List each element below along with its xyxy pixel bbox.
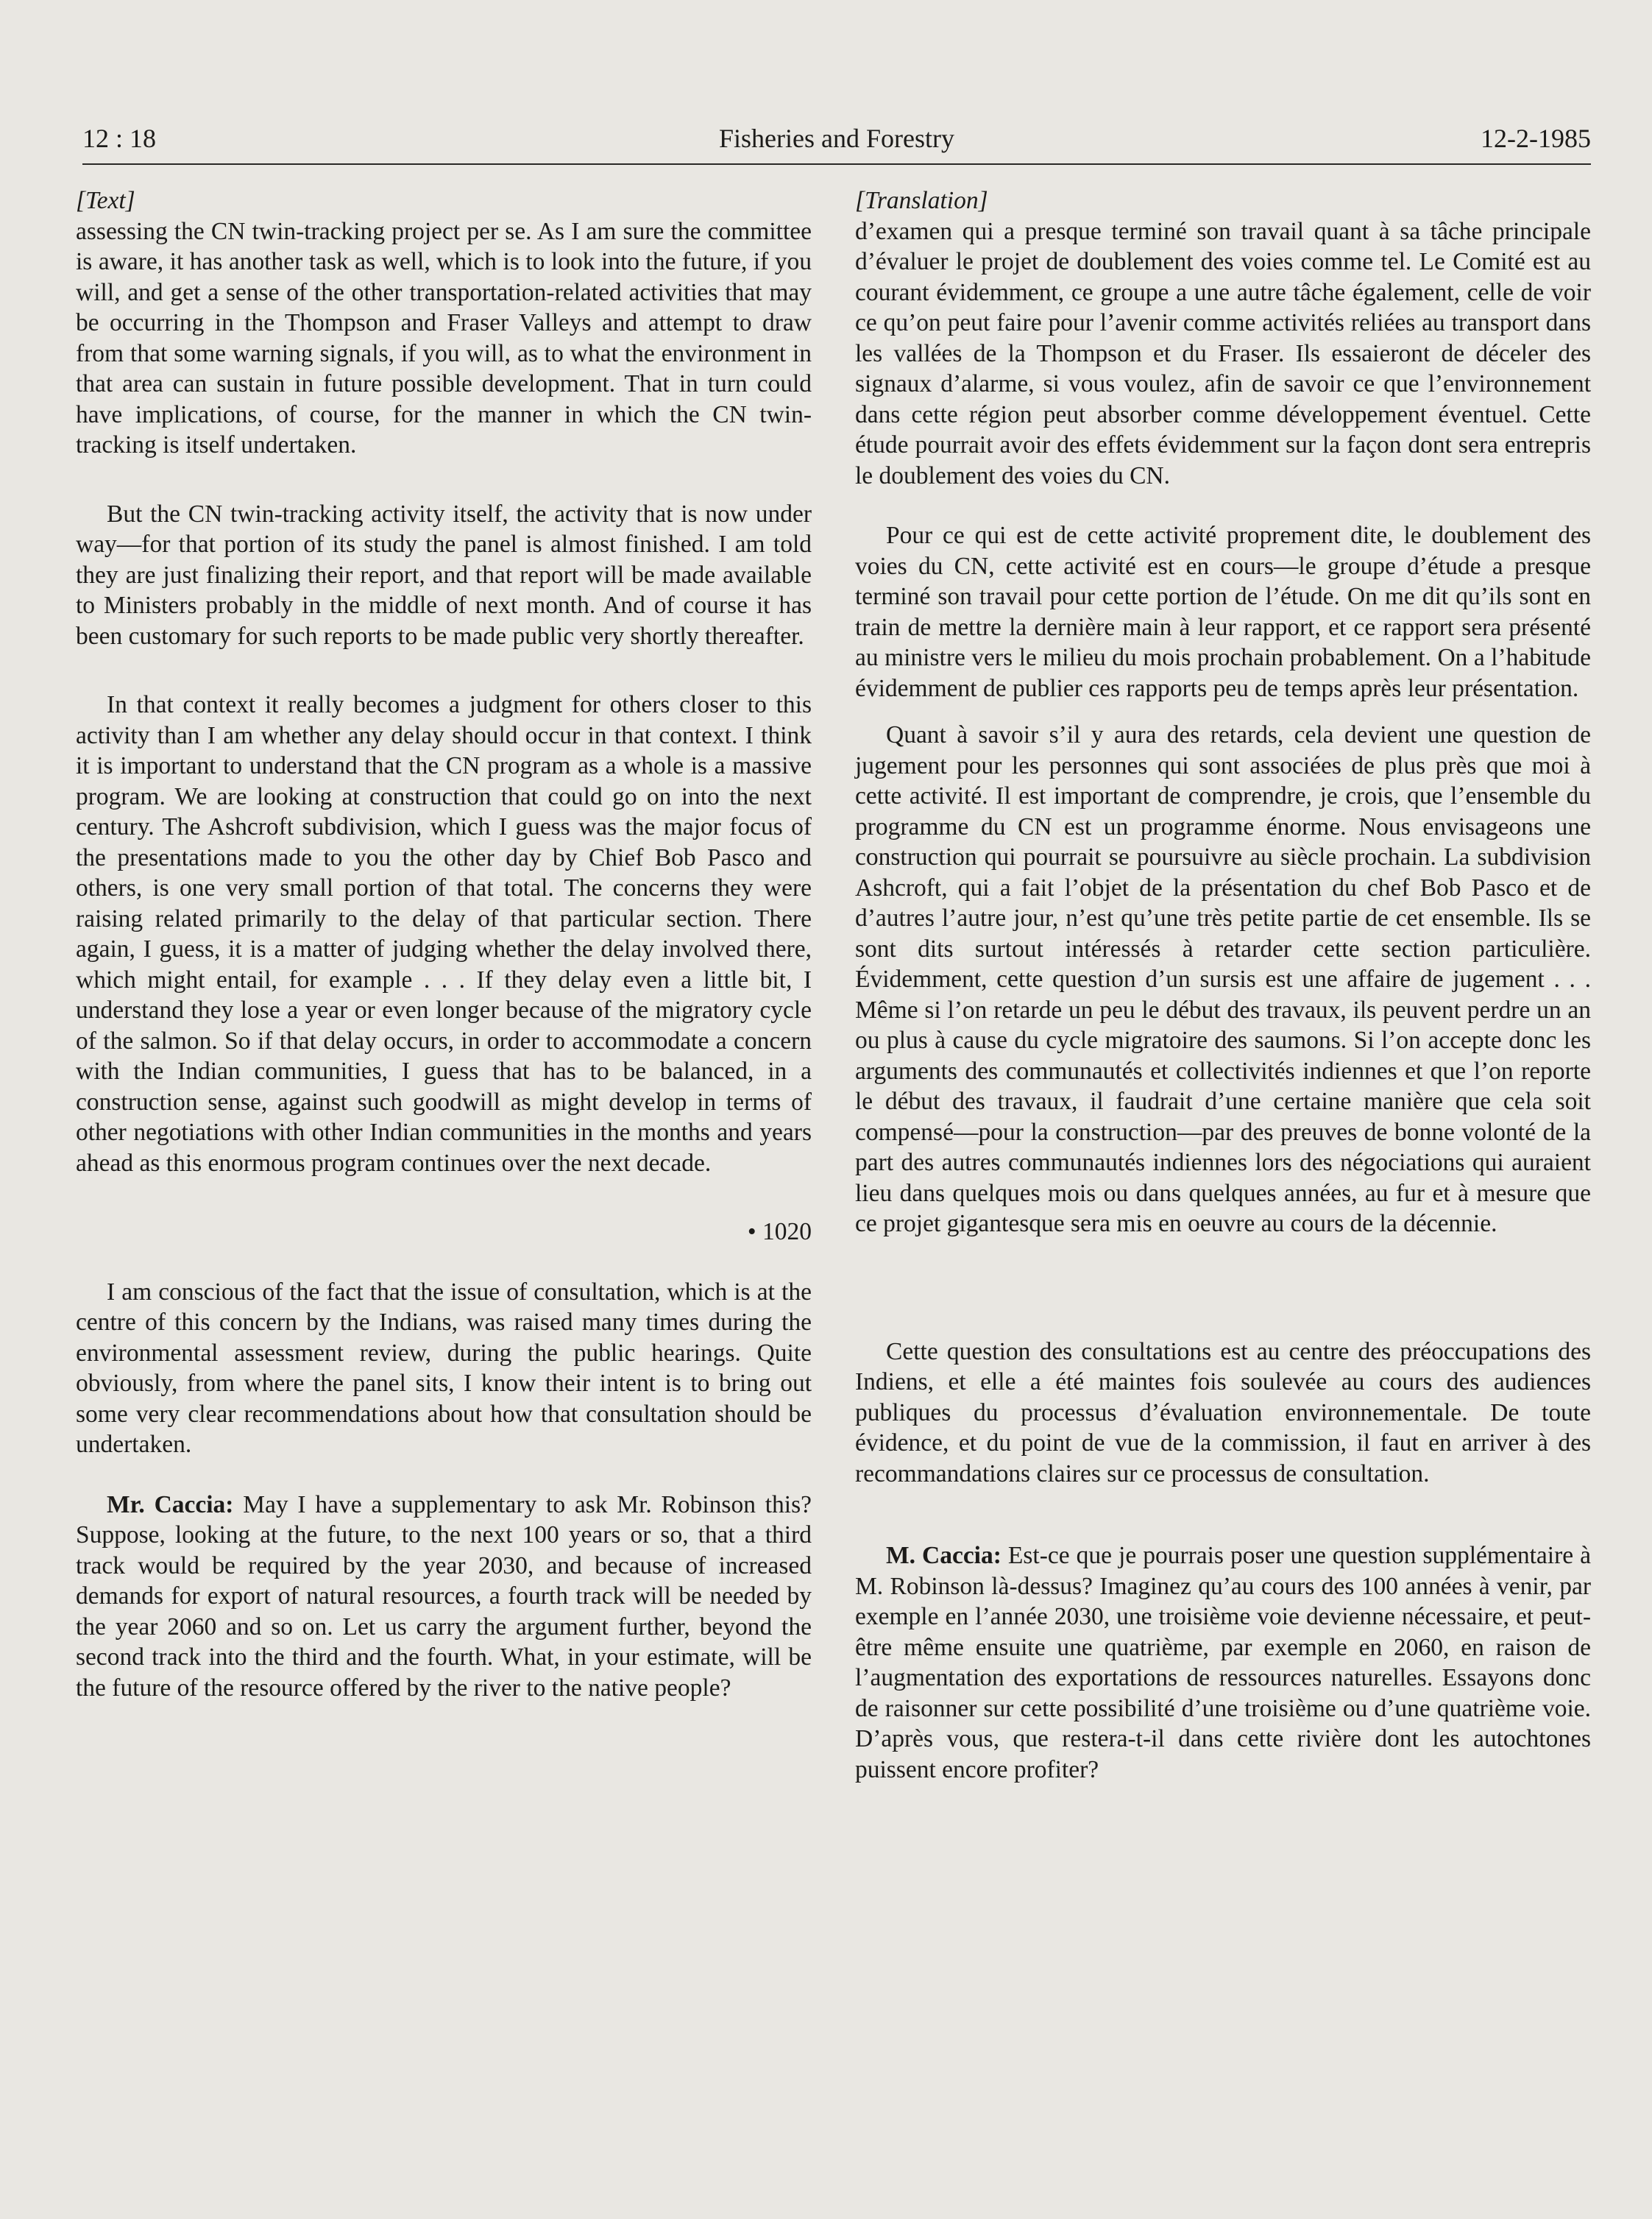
en-paragraph-1: assessing the CN twin-tracking project per se. As I am sure the committee is aware, it has another task as well, which is to look into the future, if you will, and get a sense of the other transportation-related activities that may be occurring in the Thompson and Fraser Valleys and attempt to draw from that some warning signals, if you will, as to what the environment in that area can sustain in future possible development. That in turn could have implications, of course, for the manner in which the CN twin-tracking is itself undertaken. bbox=[76, 217, 812, 459]
fr-paragraph-1: d’examen qui a presque terminé son travail quant à sa tâche principale d’évaluer le projet de doublement des voies comme tel. Le Comité est au courant évidemment, ce groupe a une autre tâche également, celle de voir ce qu’on peut faire pour l’avenir comme activités reliées au transport dans les vallées de la Thompson et du Fraser. Ils essaieront de déceler des signaux d’alarme, si vous voulez, afin de savoir ce que l’environnement dans cette région peut absorber comme développement éventuel. Cette étude pourrait avoir des effets évidemment sur la façon dont sera entrepris le doublement des voies du CN. bbox=[855, 217, 1591, 489]
header-rule bbox=[82, 163, 1591, 165]
page-header bbox=[82, 118, 1591, 159]
fr-paragraph-3: Quant à savoir s’il y aura des retards, cela devient une question de jugement pour les personnes qui sont associées de plus près que moi à cette activité. Il est important de comprendre, je crois, que l’ensemble du programme du CN est un programme énorme. Nous envisageons une construction qui pourrait se poursuivre au siècle prochain. La subdivision Ashcroft, qui a fait l’objet de la présentation du chef Bob Pasco et de d’autres l’autre jour, n’est qu’une très petite partie de cet ensemble. Ils se sont dits surtout intéressés à retarder cette section particulière. Évidemment, cette question d’un sursis est une affaire de jugement . . . Même si l’on retarde un peu le début des travaux, ils peuvent perdre un an ou plus à cause du cycle migratoire des saumons. Si l’on accepte donc les arguments des communautés et collectivités indiennes et que l’on reporte le début des travaux, il faudrait d’une certaine manière que cela soit compensé—pour la construction—par des preuves de bonne volonté de la part des autres communautés indiennes lors des négociations qui auraient lieu dans quelques mois ou dans quelques années, au fur et à mesure que ce projet gigantesque sera mis en oeuvre au cours de la décennie. bbox=[855, 721, 1591, 1237]
en-paragraph-4: I am conscious of the fact that the issue of consultation, which is at the centre of this concern by the Indians, was raised many times during the environmental assessment review, during the public hearings. Quite obviously, from where the panel sits, I know their intent is to bring out some very clear recommendations about how that consultation should be undertaken. bbox=[76, 1278, 812, 1458]
en-paragraph-5: Mr. Caccia: May I have a supplementary to ask Mr. Robinson this? Suppose, looking at the future, to the next 100 years or so, that a third track would be required by the year 2030, and because of increased demands for export of natural resources, a fourth track will be needed by the year 2060 and so on. Let us carry the argument further, beyond the second track into the third and the fourth. What, in your estimate, will be the future of the resource offered by the river to the native people? bbox=[76, 1490, 812, 1702]
fr-paragraph-2: Pour ce qui est de cette activité proprement dite, le doublement des voies du CN, cette activité est en cours—le groupe d’étude a presque terminé son travail pour cette portion de l’étude. On me dit qu’ils sont en train de mettre la dernière main à leur rapport, et ce rapport sera présenté au ministre vers le milieu du mois prochain probablement. On a l’habitude évidemment de publier ces rapports peu de temps après leur présentation. bbox=[855, 522, 1591, 702]
fr-paragraph-5: M. Caccia: Est-ce que je pourrais poser une question supplémentaire à M. Robinson là-dessus? Imaginez qu’au cours des 100 années à venir, par exemple en l’année 2030, une troisième voie devienne nécessaire, et peut-être même ensuite une quatrième, par exemple en 2060, en raison de l’augmentation des exportations de ressources naturelles. Essayons donc de raisonner sur cette possibilité d’une troisième ou d’une quatrième voie. D’après vous, que restera-t-il dans cette rivière dont les autochtones puissent encore profiter? bbox=[855, 1542, 1591, 1783]
publication-title: Fisheries and Forestry bbox=[719, 124, 954, 153]
french-column bbox=[855, 185, 1591, 1785]
fr-paragraph-4: Cette question des consultations est au centre des préoccupations des Indiens, et elle a été maintes fois soulevée au cours des audiences publiques du processus d’évaluation environnementale. De toute évidence, et du point de vue de la commission, il faut en arriver à des recommandations claires sur ce processus de consultation. bbox=[855, 1337, 1591, 1487]
speaker-name: Mr. Caccia: bbox=[107, 1490, 234, 1518]
en-paragraph-2: But the CN twin-tracking activity itself, the activity that is now under way—for that portion of its study the panel is almost finished. I am told they are just finalizing their report, and that report will be made available to Ministers probably in the middle of next month. And of course it has been customary for such reports to be made public very shortly thereafter. bbox=[76, 500, 812, 650]
time-marker: • 1020 bbox=[747, 1218, 812, 1245]
speaker-name: M. Caccia: bbox=[886, 1542, 1002, 1569]
header-date: 12-2-1985 bbox=[1481, 124, 1591, 153]
column-label-text: [Text] bbox=[76, 187, 135, 214]
en-paragraph-3: In that context it really becomes a judgment for others closer to this activity than I am whether any delay should occur in that context. I think it is important to understand that the CN program as a whole is a massive program. We are looking at construction that could go on into the next century. The Ashcroft subdivision, which I guess was the major focus of the presentations made to you the other day by Chief Bob Pasco and others, is one very small portion of that total. The concerns they were raising related primarily to the delay of that particular section. There again, I guess, it is a matter of judging whether the delay involved there, which might entail, for example . . . If they delay even a little bit, I understand they lose a year or even longer because of the migratory cycle of the salmon. So if that delay occurs, in order to accommodate a concern with the Indian communities, I guess that has to be balanced, in a construction sense, against such goodwill as might develop in terms of other negotiations with other Indian communities in the months and years ahead as this enormous program continues over the next decade. bbox=[76, 691, 812, 1177]
column-label-translation: [Translation] bbox=[855, 187, 988, 214]
page-number: 12 : 18 bbox=[82, 124, 157, 153]
english-column bbox=[76, 185, 812, 1703]
